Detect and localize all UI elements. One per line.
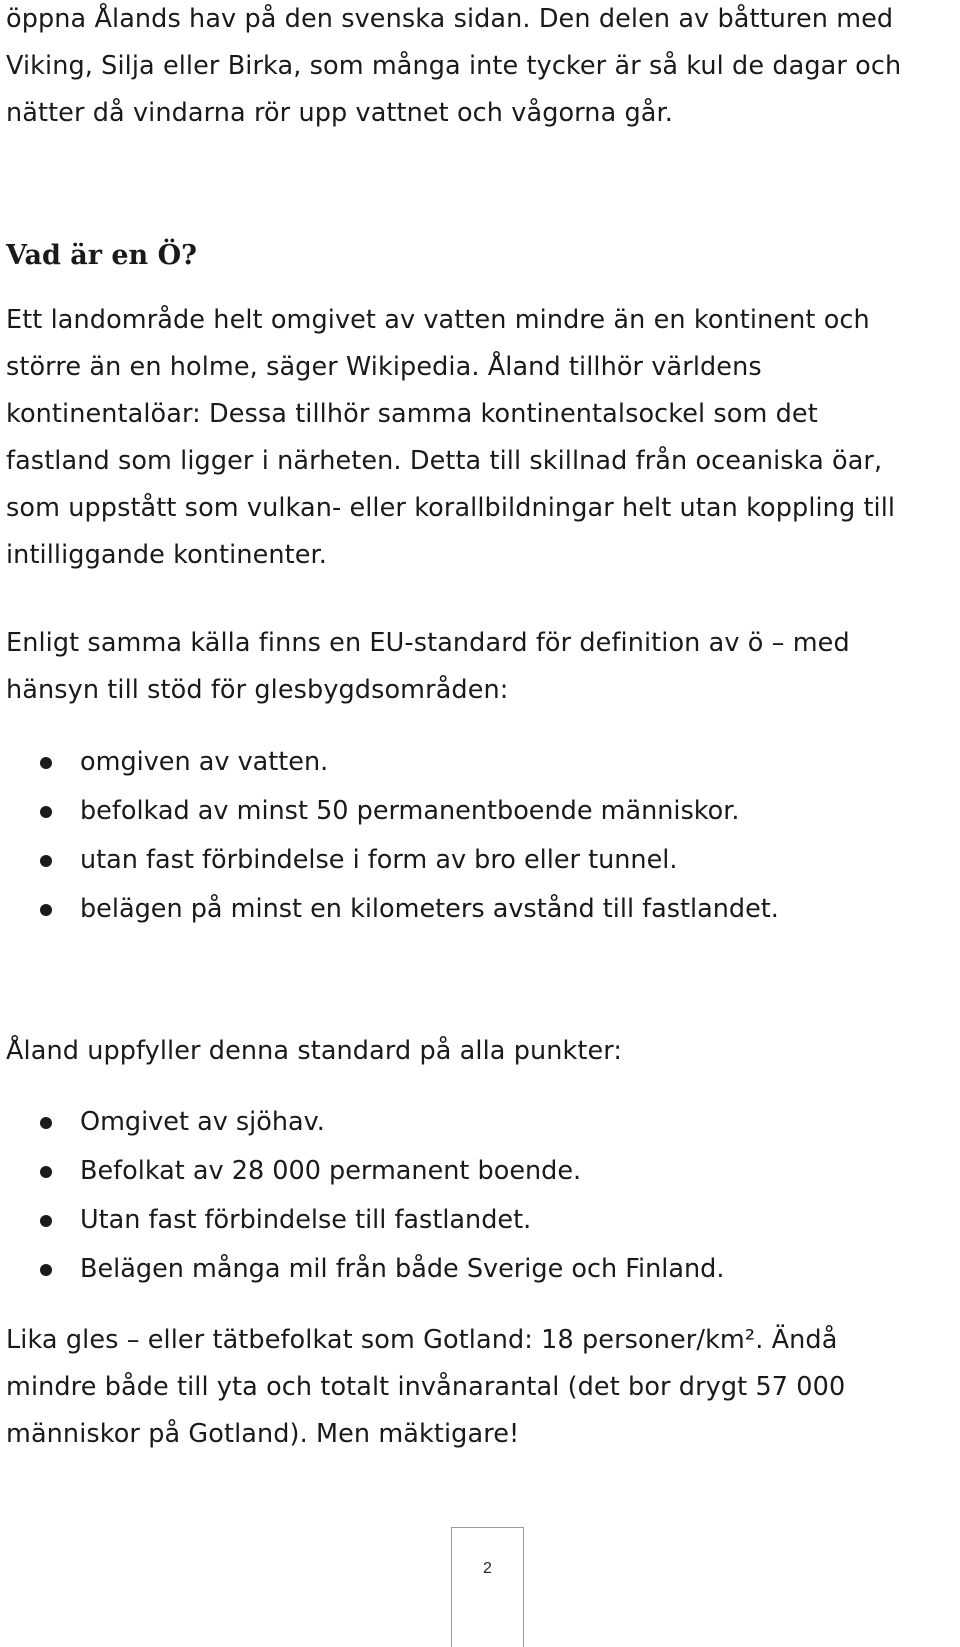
list-item-text: Befolkat av 28 000 permanent boende. xyxy=(80,1156,582,1186)
intro-paragraph xyxy=(6,0,956,137)
list-item xyxy=(0,738,960,787)
list-item-text: befolkad av minst 50 permanentboende människor. xyxy=(80,796,740,826)
list-item xyxy=(0,1196,960,1245)
list-item xyxy=(0,787,960,836)
text-line: öppna Ålands hav på den svenska sidan. Den delen av båtturen med xyxy=(6,4,894,34)
text-line: fastland som ligger i närheten. Detta till skillnad från oceaniska öar, xyxy=(6,446,883,476)
bullet-icon xyxy=(40,904,52,916)
aland-paragraph xyxy=(6,1028,956,1075)
list-item-text: Utan fast förbindelse till fastlandet. xyxy=(80,1205,532,1235)
bullet-icon xyxy=(40,855,52,867)
text-line: Enligt samma källa finns en EU-standard för definition av ö – med xyxy=(6,628,850,658)
bullet-icon xyxy=(40,1166,52,1178)
list-item xyxy=(0,1147,960,1196)
text-line: människor på Gotland). Men mäktigare! xyxy=(6,1419,520,1449)
list-item xyxy=(0,836,960,885)
text-line: mindre både till yta och totalt invånarantal (det bor drygt 57 000 xyxy=(6,1372,846,1402)
list-item-text: utan fast förbindelse i form av bro eller tunnel. xyxy=(80,845,678,875)
list-item-text: Belägen många mil från både Sverige och Finland. xyxy=(80,1254,725,1284)
section-heading: Vad är en Ö? xyxy=(6,240,197,271)
bullet-icon xyxy=(40,757,52,769)
page-number: 2 xyxy=(483,1560,492,1577)
closing-paragraph xyxy=(6,1317,956,1458)
text-line: Lika gles – eller tätbefolkat som Gotland: 18 personer/km². Ändå xyxy=(6,1325,838,1355)
text-line: Ett landområde helt omgivet av vatten mindre än en kontinent och xyxy=(6,305,870,335)
bullet-icon xyxy=(40,1215,52,1227)
eu-criteria-list xyxy=(0,738,960,934)
bullet-icon xyxy=(40,1117,52,1129)
list-item-text: belägen på minst en kilometers avstånd till fastlandet. xyxy=(80,894,779,924)
list-item-text: omgiven av vatten. xyxy=(80,747,329,777)
text-line: större än en holme, säger Wikipedia. Åland tillhör världens xyxy=(6,352,762,382)
text-line: som uppstått som vulkan- eller korallbildningar helt utan koppling till xyxy=(6,493,896,523)
page-number-box xyxy=(451,1527,524,1647)
text-line: Viking, Silja eller Birka, som många inte tycker är så kul de dagar och xyxy=(6,51,902,81)
text-line: intilliggande kontinenter. xyxy=(6,540,327,570)
list-item xyxy=(0,1245,960,1294)
bullet-icon xyxy=(40,806,52,818)
list-item xyxy=(0,1098,960,1147)
text-line: nätter då vindarna rör upp vattnet och vågorna går. xyxy=(6,98,673,128)
eu-standard-paragraph xyxy=(6,620,956,714)
text-line: Åland uppfyller denna standard på alla punkter: xyxy=(6,1036,623,1066)
aland-criteria-list xyxy=(0,1098,960,1294)
definition-paragraph xyxy=(6,297,956,579)
list-item xyxy=(0,885,960,934)
bullet-icon xyxy=(40,1264,52,1276)
text-line: hänsyn till stöd för glesbygdsområden: xyxy=(6,675,509,705)
text-line: kontinentalöar: Dessa tillhör samma kontinentalsockel som det xyxy=(6,399,818,429)
list-item-text: Omgivet av sjöhav. xyxy=(80,1107,325,1137)
